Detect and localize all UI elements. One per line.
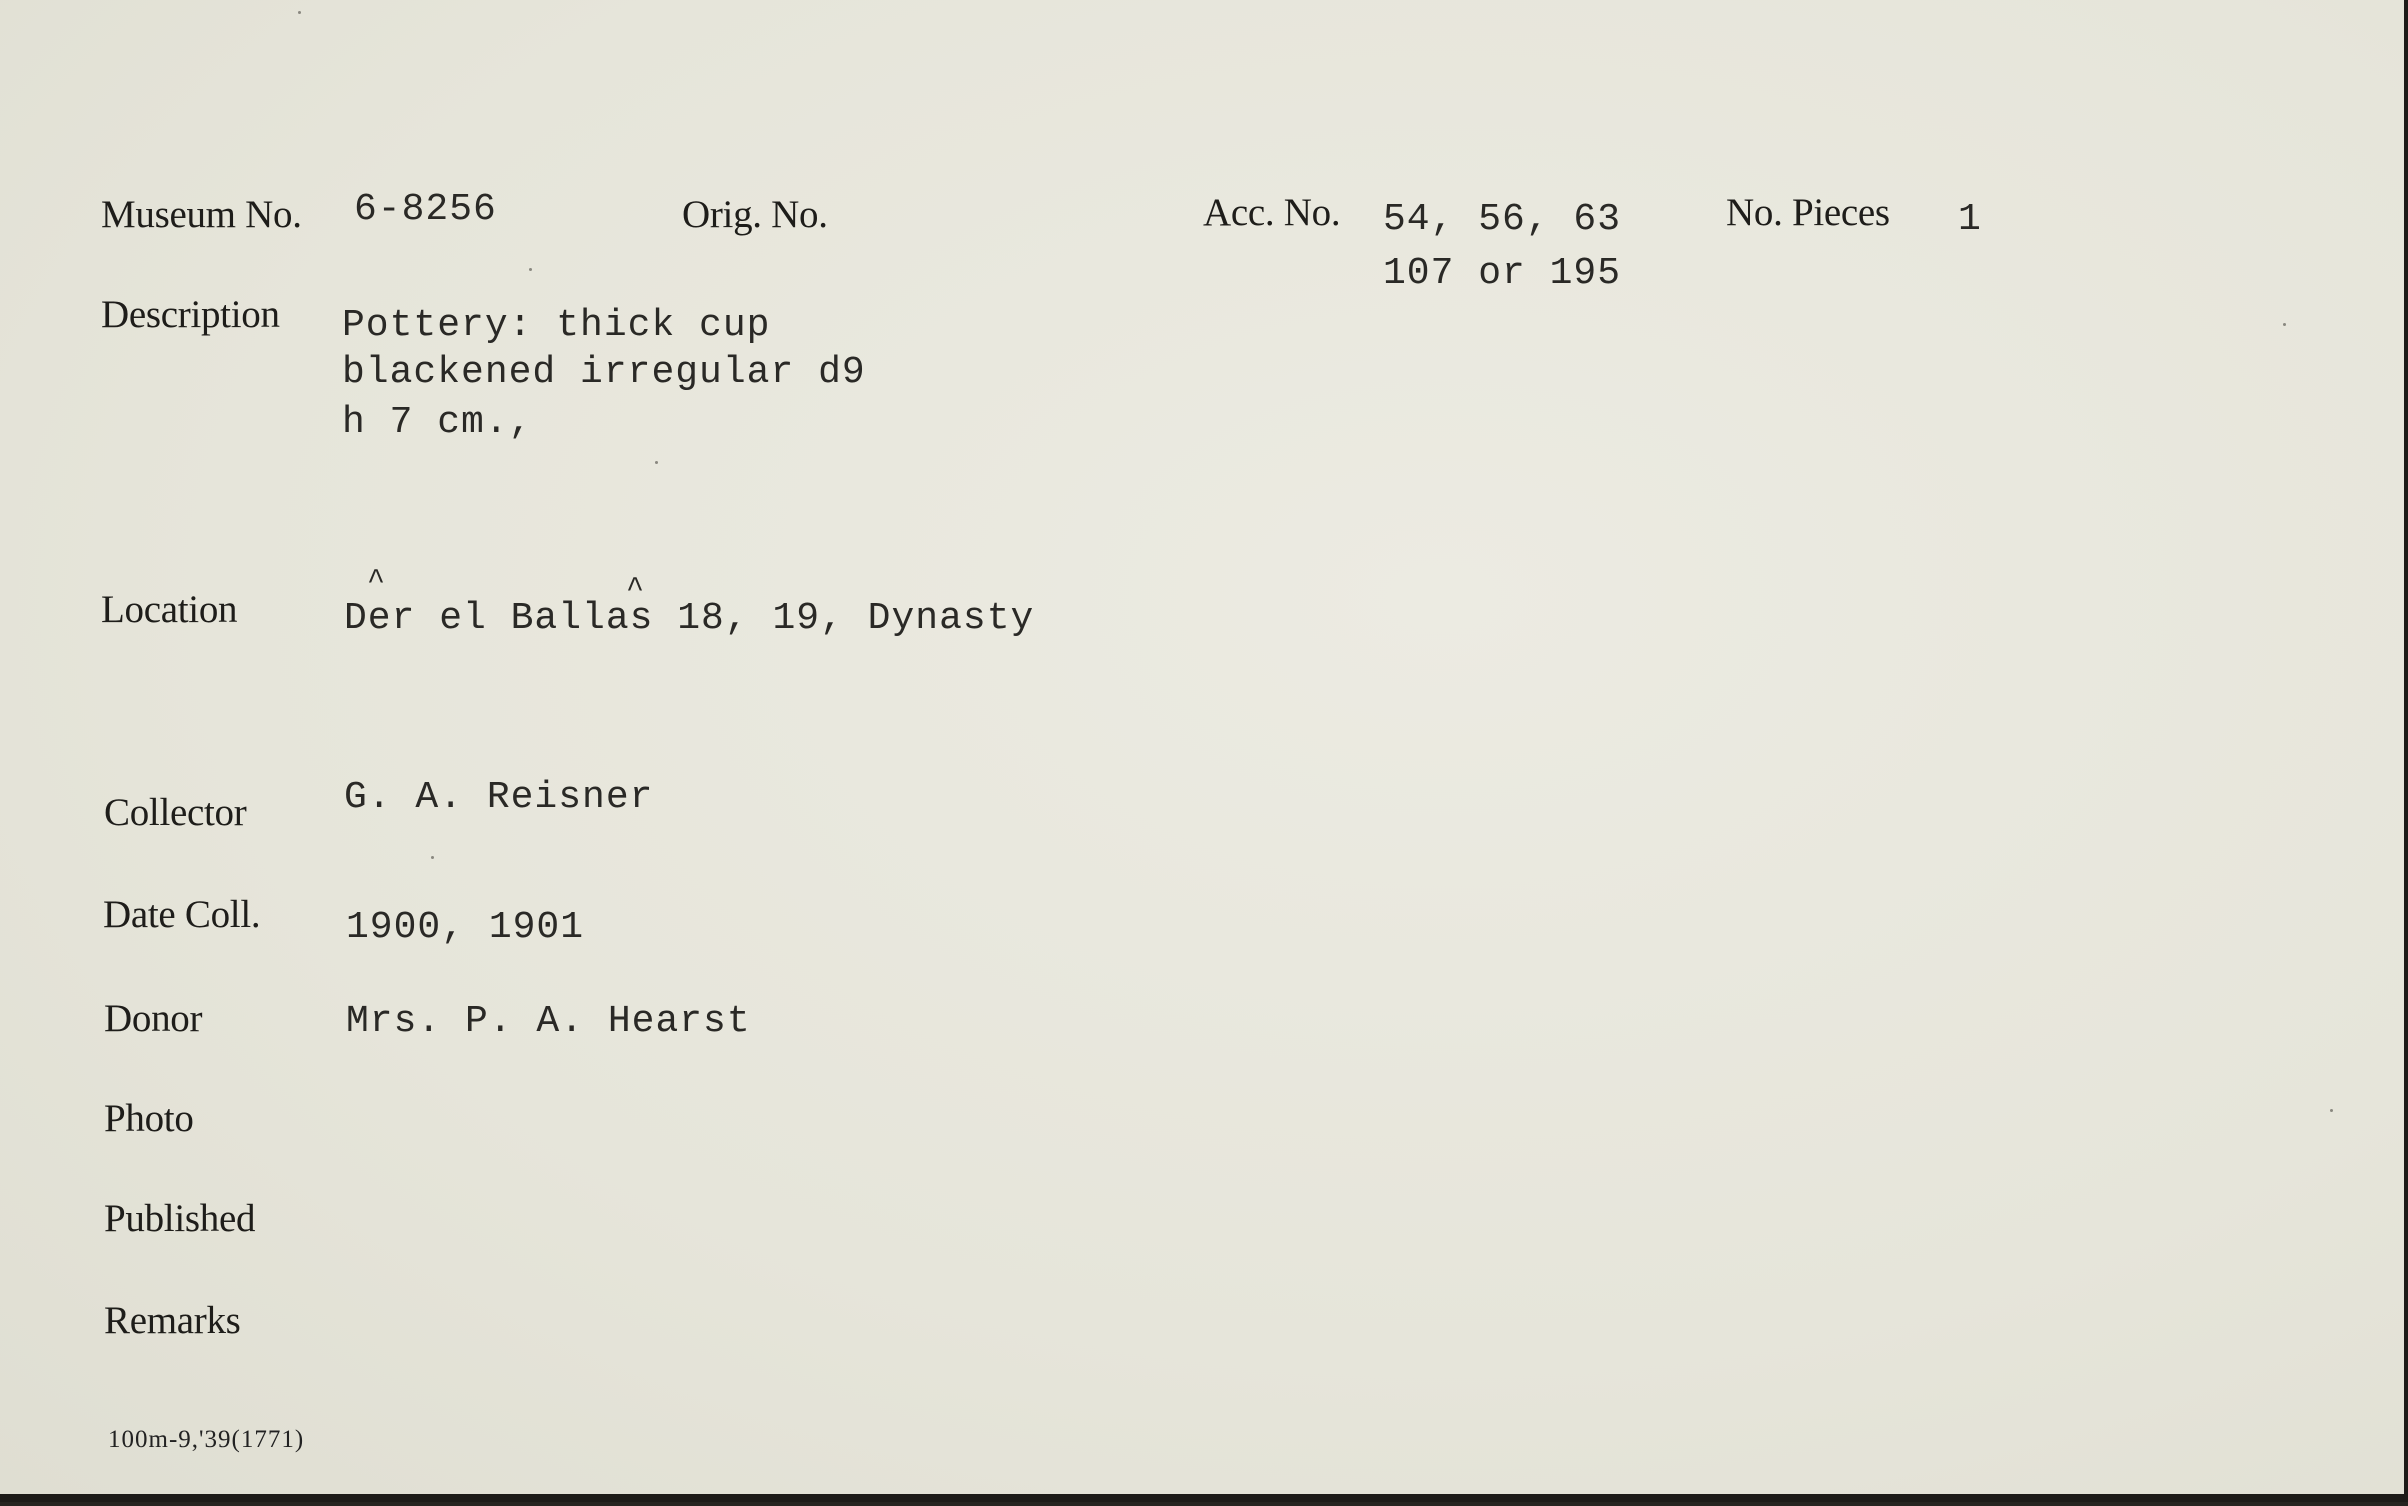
- date-coll-value: 1900, 1901: [346, 906, 585, 949]
- donor-value: Mrs. P. A. Hearst: [346, 1000, 751, 1043]
- acc-no-label: Acc. No.: [1203, 191, 1341, 234]
- collector-value: G. A. Reisner: [344, 776, 654, 819]
- paper-speck: [431, 856, 434, 859]
- description-label: Description: [101, 293, 280, 336]
- remarks-label: Remarks: [104, 1299, 241, 1342]
- location-value: Der el Ballas 18, 19, Dynasty: [344, 597, 1035, 640]
- paper-speck: [298, 11, 301, 14]
- photo-label: Photo: [104, 1097, 194, 1140]
- paper-speck: [2330, 1109, 2333, 1112]
- paper-speck: [655, 461, 658, 464]
- no-pieces-value: 1: [1958, 198, 1982, 241]
- description-value-line3: h 7 cm.,: [342, 401, 533, 444]
- donor-label: Donor: [104, 997, 203, 1040]
- published-label: Published: [104, 1197, 256, 1240]
- date-coll-label: Date Coll.: [103, 893, 261, 936]
- orig-no-label: Orig. No.: [682, 193, 828, 236]
- paper-speck: [2283, 323, 2286, 326]
- form-number: 100m-9,'39(1771): [108, 1426, 305, 1453]
- circumflex-mark-icon: ^: [626, 573, 645, 607]
- acc-no-value-line1: 54, 56, 63: [1383, 198, 1622, 241]
- museum-no-value: 6-8256: [354, 188, 497, 231]
- collector-label: Collector: [104, 791, 247, 834]
- description-value-line1: Pottery: thick cup: [342, 304, 771, 347]
- acc-no-value-line2: 107 or 195: [1383, 252, 1622, 295]
- location-label: Location: [101, 588, 238, 631]
- no-pieces-label: No. Pieces: [1726, 191, 1890, 234]
- museum-no-label: Museum No.: [101, 193, 302, 236]
- paper-speck: [529, 268, 532, 271]
- circumflex-mark-icon: ^: [367, 565, 386, 599]
- description-value-line2: blackened irregular d9: [342, 351, 866, 394]
